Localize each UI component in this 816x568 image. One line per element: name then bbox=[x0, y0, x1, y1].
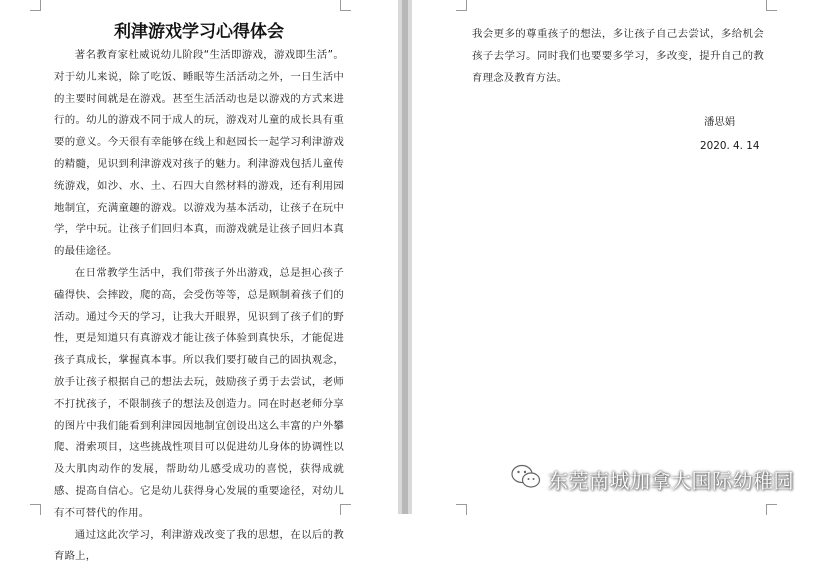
paragraph: 我会更多的尊重孩子的想法，多让孩子自己去尝试，多给机会孩子去学习。同时我们也要要多学习，多改变，提升自己的教育理念及教育方法。 bbox=[472, 28, 764, 84]
document-page-right bbox=[412, 0, 816, 514]
paragraph: 著名教育家杜威说幼儿阶段“生活即游戏，游戏即生活”。对于幼儿来说，除了吃饭、睡眠等生活活动之外，一日生活中的主要时间就是在游戏。甚至生活活动也是以游戏的方式来进行的。幼儿的游戏不同于成人的玩，游戏对儿童的成长具有重要的意义。今天很有幸能够在线上和赵园长一起学习利津游戏的精髓，见识到利津游戏对孩子的魅力。利津游戏包括儿童传统游戏，如沙、水、土、石四大自然材料的游戏，还有利用园地制宜，充满童趣的游戏。以游戏为基本活动，让孩子在玩中学，学中玩。让孩子们回归本真，而游戏就是让孩子回归本真的最佳途径。 bbox=[54, 49, 344, 258]
crop-mark bbox=[766, 0, 777, 11]
crop-mark bbox=[30, 504, 41, 515]
page-gutter bbox=[398, 0, 412, 514]
paragraph: 通过这此次学习，利津游戏改变了我的思想，在以后的教育路上， bbox=[54, 528, 344, 563]
paragraph: 在日常教学生活中，我们带孩子外出游戏，总是担心孩子磕得快、会摔跤，爬的高，会受伤等等，总是顾制着孩子们的活动。通过今天的学习，让我大开眼界，见识到了孩子们的野性，更是知道只有真游戏才能让孩子体验到真快乐，才能促进孩子真成长，掌握真本事。所以我们要打破自己的固执观念，放手让孩子根据自己的想法去玩，鼓励孩子勇于去尝试，老师不打扰孩子，不限制孩子的想法及创造力。同在时赵老师分享的图片中我们能看到利津园因地制宜创设出这么丰富的户外攀爬、滑索项目，这些挑战性项目可以促进幼儿身体的协调性以及大肌肉动作的发展，帮助幼儿感受成功的喜悦，获得成就感、提高自信心。它是幼儿获得身心发展的重要途径，对幼儿有不可替代的作用。 bbox=[54, 266, 344, 519]
right-body-text bbox=[472, 24, 764, 89]
document-title: 利津游戏学习心得体会 bbox=[114, 22, 284, 42]
document-page-left bbox=[0, 0, 398, 563]
crop-mark bbox=[340, 0, 351, 11]
watermark-text: 东莞南城加拿大国际幼稚园 bbox=[548, 468, 794, 493]
crop-mark bbox=[766, 504, 777, 515]
crop-mark bbox=[456, 0, 467, 11]
left-body-text bbox=[54, 45, 344, 568]
crop-mark bbox=[456, 504, 467, 515]
author-name: 潘思娟 bbox=[704, 116, 736, 128]
crop-mark bbox=[30, 0, 41, 11]
date: 2020. 4. 14 bbox=[700, 140, 760, 152]
wechat-icon bbox=[510, 463, 542, 495]
signature-block bbox=[700, 110, 760, 158]
wechat-watermark bbox=[510, 462, 794, 496]
